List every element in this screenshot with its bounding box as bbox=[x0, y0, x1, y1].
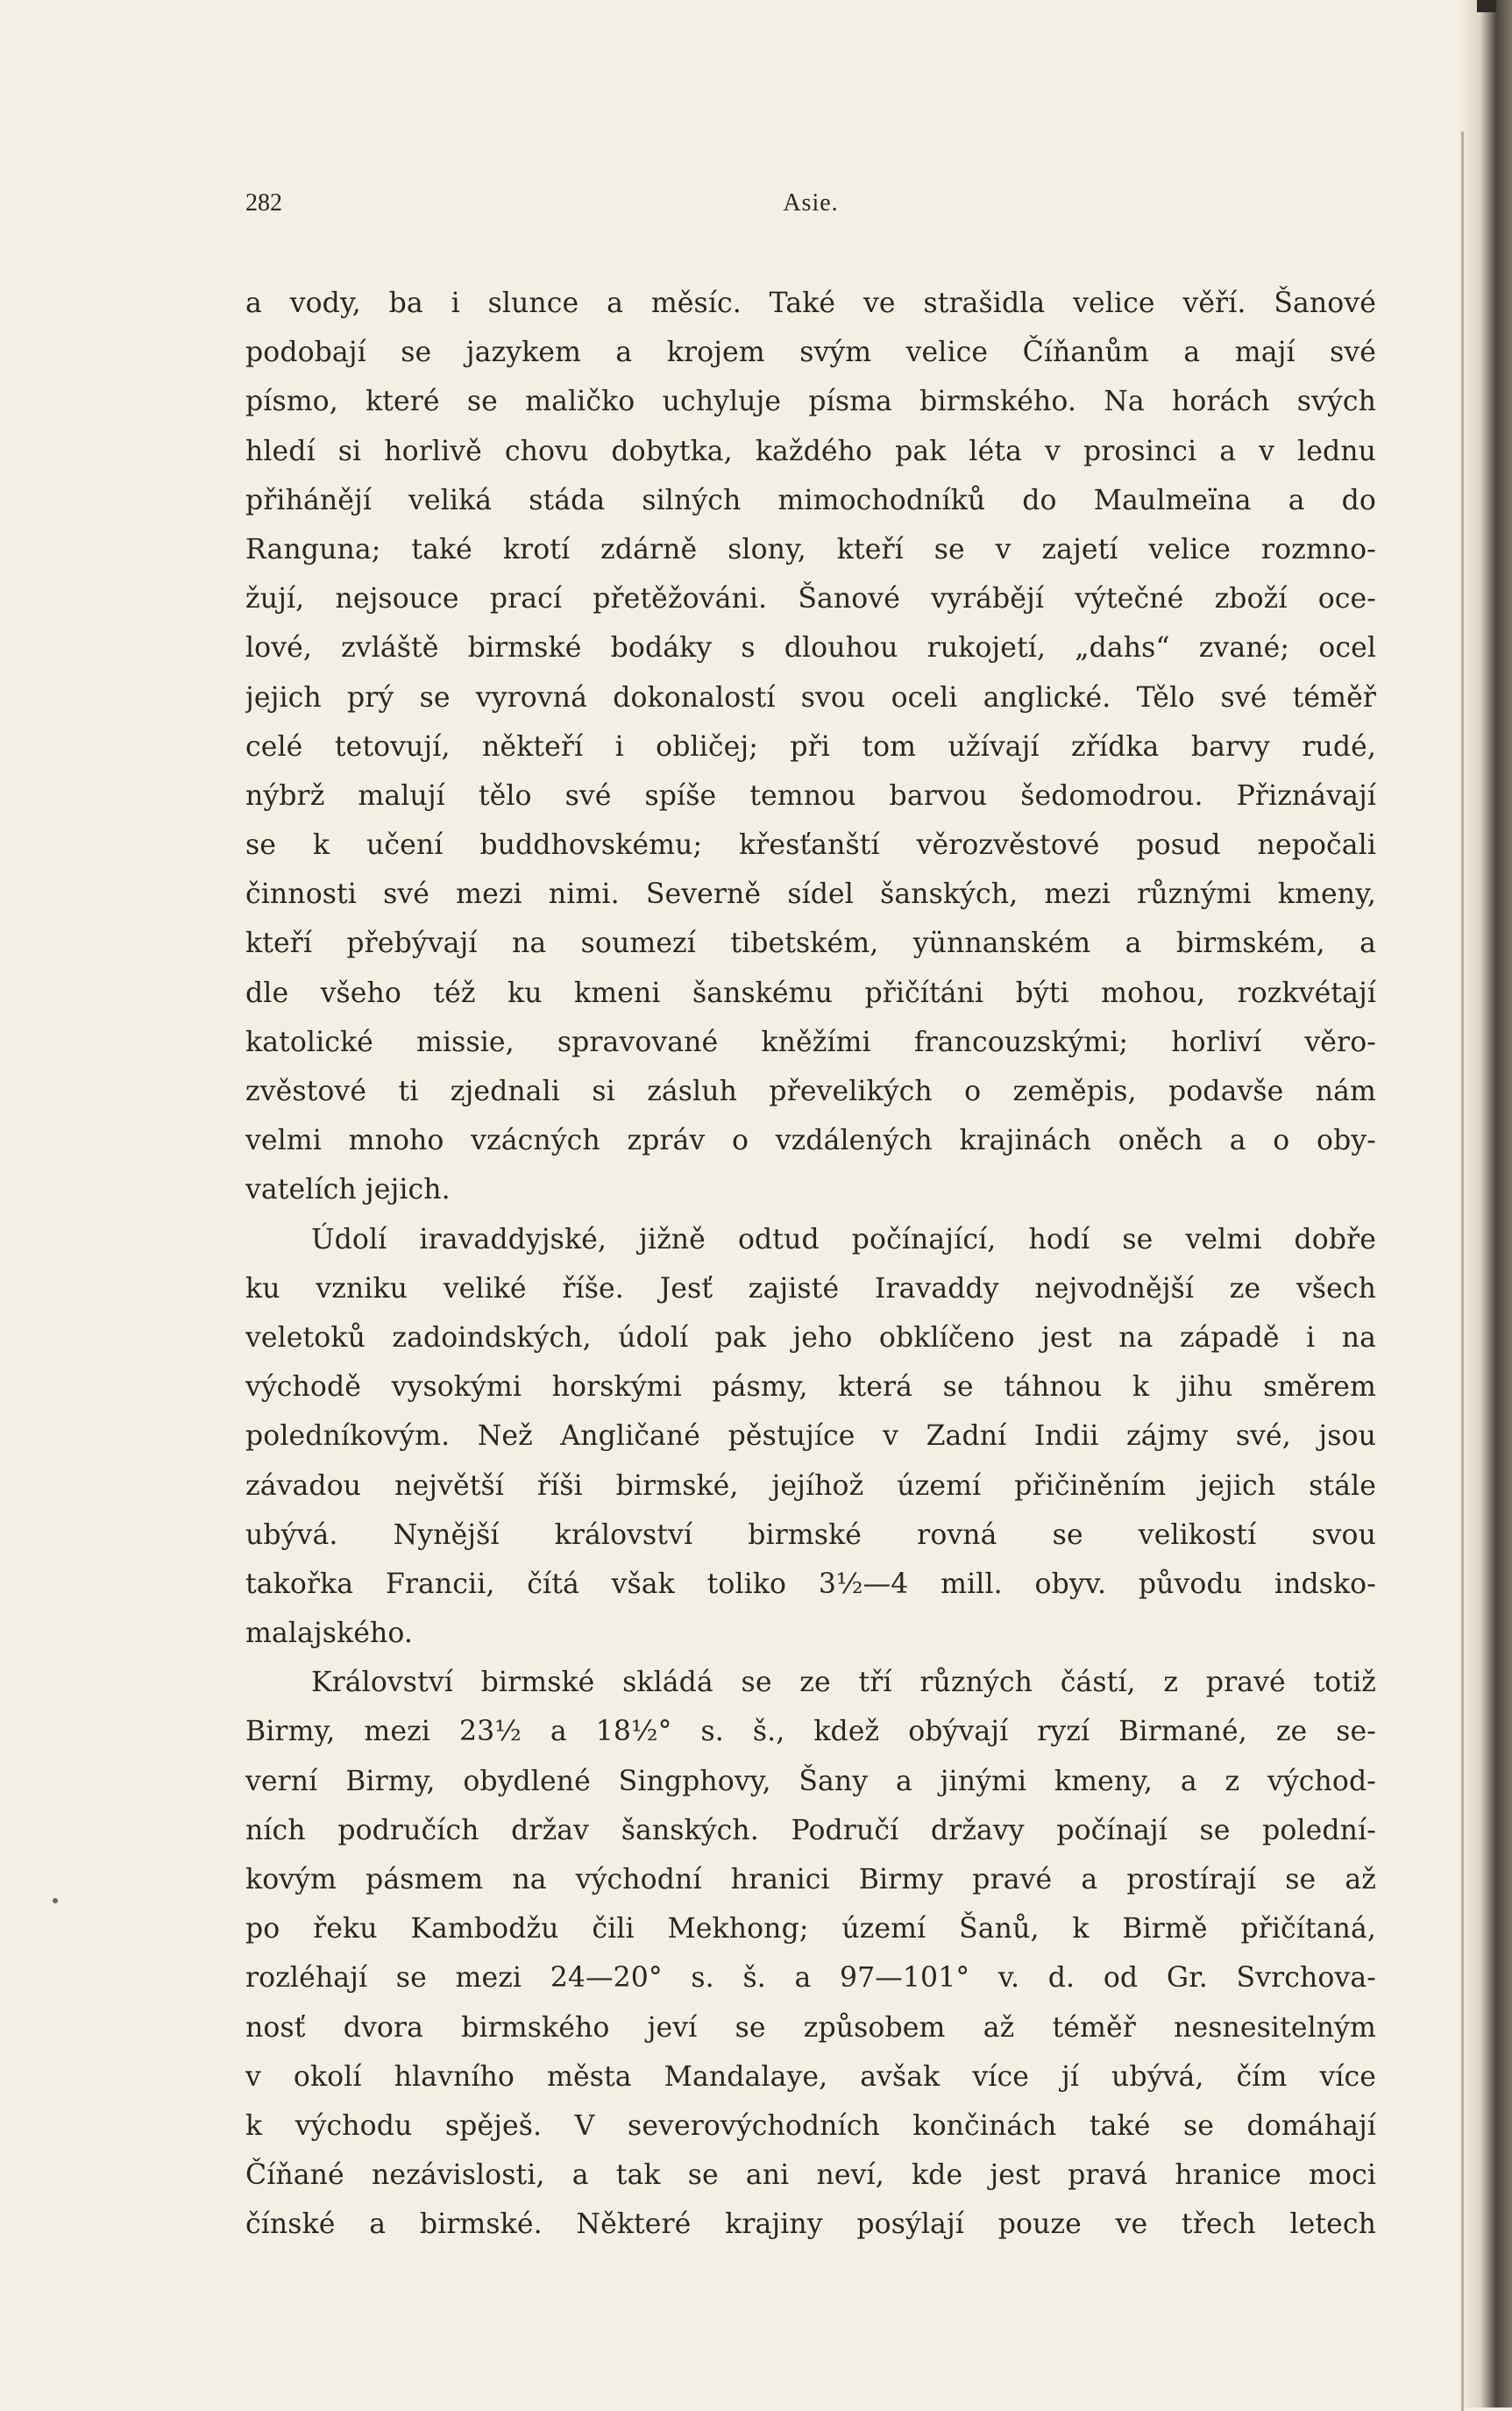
text-line: Údolí iravaddyjské, jižně odtud počínající, hodí se velmi dobře bbox=[311, 1223, 1376, 1255]
text-line: jejich prý se vyrovná dokonalostí svou oceli anglické. Tělo své téměř bbox=[245, 681, 1376, 714]
text-line: k východu spěješ. V severovýchodních končinách také se domáhají bbox=[245, 2109, 1376, 2142]
text-line: dle všeho též ku kmeni šanskému přičítáni býti mohou, rozkvétají bbox=[245, 977, 1376, 1009]
text-line: ních područích držav šanských. Područí državy počínají se polední- bbox=[245, 1814, 1376, 1846]
text-line: celé tetovují, někteří i obličej; při tom užívají zřídka barvy rudé, bbox=[245, 730, 1376, 763]
text-line: velmi mnoho vzácných zpráv o vzdálených krajinách oněch a o oby- bbox=[245, 1125, 1376, 1157]
corner-mark bbox=[1477, 0, 1496, 12]
text-line: ku vzniku veliké říše. Jesť zajisté Iravaddy nejvodnější ze všech bbox=[245, 1272, 1376, 1305]
text-line: poledníkovým. Než Angličané pěstujíce v Zadní Indii zájmy své, jsou bbox=[245, 1420, 1376, 1453]
text-line: kovým pásmem na východní hranici Birmy pravé a prostírají se až bbox=[245, 1864, 1376, 1895]
text-line: lové, zvláště birmské bodáky s dlouhou rukojetí, „dahs“ zvané; ocel bbox=[245, 632, 1376, 665]
page-header bbox=[245, 189, 1376, 224]
text-line: podobají se jazykem a krojem svým velice Číňanům a mají své bbox=[245, 337, 1376, 369]
text-line: kteří přebývají na soumezí tibetském, yünnanském a birmském, a bbox=[245, 928, 1376, 960]
stray-dot bbox=[53, 1898, 58, 1903]
text-line: Číňané nezávislosti, a tak se ani neví, kde jest pravá hranice moci bbox=[245, 2159, 1376, 2192]
text-line: veletoků zadoindských, údolí pak jeho obklíčeno jest na západě i na bbox=[245, 1321, 1376, 1354]
text-line: vatelích jejich. bbox=[245, 1174, 451, 1206]
text-line: katolické missie, spravované kněžími francouzskými; horliví věro- bbox=[245, 1026, 1376, 1058]
text-line: Ranguna; také krotí zdárně slony, kteří se v zajetí velice rozmno- bbox=[245, 533, 1376, 565]
text-line: čínské a birmské. Některé krajiny posýlají pouze ve třech letech bbox=[245, 2208, 1376, 2241]
text-line: v okolí hlavního města Mandalaye, avšak více jí ubývá, čím více bbox=[245, 2060, 1376, 2093]
text-line: malajského. bbox=[245, 1618, 413, 1650]
text-line: přihánějí veliká stáda silných mimochodníků do Maulmeïna a do bbox=[245, 484, 1376, 516]
text-line: hledí si horlivě chovu dobytka, každého pak léta v prosinci a v lednu bbox=[245, 435, 1376, 467]
text-line: písmo, které se maličko uchyluje písma birmského. Na horách svých bbox=[245, 386, 1376, 418]
text-line: ubývá. Nynější království birmské rovná se velikostí svou bbox=[245, 1518, 1376, 1551]
text-line: verní Birmy, obydlené Singphovy, Šany a jinými kmeny, a z východ- bbox=[245, 1765, 1376, 1797]
text-line: po řeku Kambodžu čili Mekhong; území Šanů, k Birmě přičítaná, bbox=[245, 1913, 1376, 1945]
text-line: žují, nejsouce prací přetěžováni. Šanové vyrábějí výtečné zboží oce- bbox=[245, 583, 1376, 615]
page-number: 282 bbox=[245, 189, 282, 217]
page-edge-shadow bbox=[1459, 0, 1512, 2407]
text-line: nýbrž malují tělo své spíše temnou barvou šedomodrou. Přiznávají bbox=[245, 779, 1376, 812]
text-line: východě vysokými horskými pásmy, která se táhnou k jihu směrem bbox=[245, 1371, 1376, 1404]
text-line: rozléhají se mezi 24—20° s. š. a 97—101° v. d. od Gr. Svrchova- bbox=[245, 1962, 1376, 1995]
text-line: takořka Francii, čítá však toliko 3½—4 mill. obyv. původu indsko- bbox=[245, 1568, 1376, 1600]
text-line: Birmy, mezi 23½ a 18½° s. š., kdež obývají ryzí Birmané, ze se- bbox=[245, 1716, 1376, 1748]
text-line: závadou největší říši birmské, jejíhož území přičiněním jejich stále bbox=[245, 1469, 1376, 1502]
binding-line bbox=[1461, 132, 1464, 2411]
text-line: Království birmské skládá se ze tří různých částí, z pravé totiž bbox=[311, 1667, 1376, 1699]
text-line: a vody, ba i slunce a měsíc. Také ve strašidla velice věří. Šanové bbox=[245, 288, 1376, 319]
running-title: Asie. bbox=[783, 189, 839, 217]
body-text bbox=[245, 279, 1376, 2250]
text-line: nosť dvora birmského jeví se způsobem až téměř nesnesitelným bbox=[245, 2011, 1376, 2044]
text-line: se k učení buddhovskému; křesťanští věrozvěstové posud nepočali bbox=[245, 829, 1376, 862]
text-line: činnosti své mezi nimi. Severně sídel šanských, mezi různými kmeny, bbox=[245, 878, 1376, 911]
text-line: zvěstové ti zjednali si zásluh převelikých o zeměpis, podavše nám bbox=[245, 1076, 1376, 1107]
